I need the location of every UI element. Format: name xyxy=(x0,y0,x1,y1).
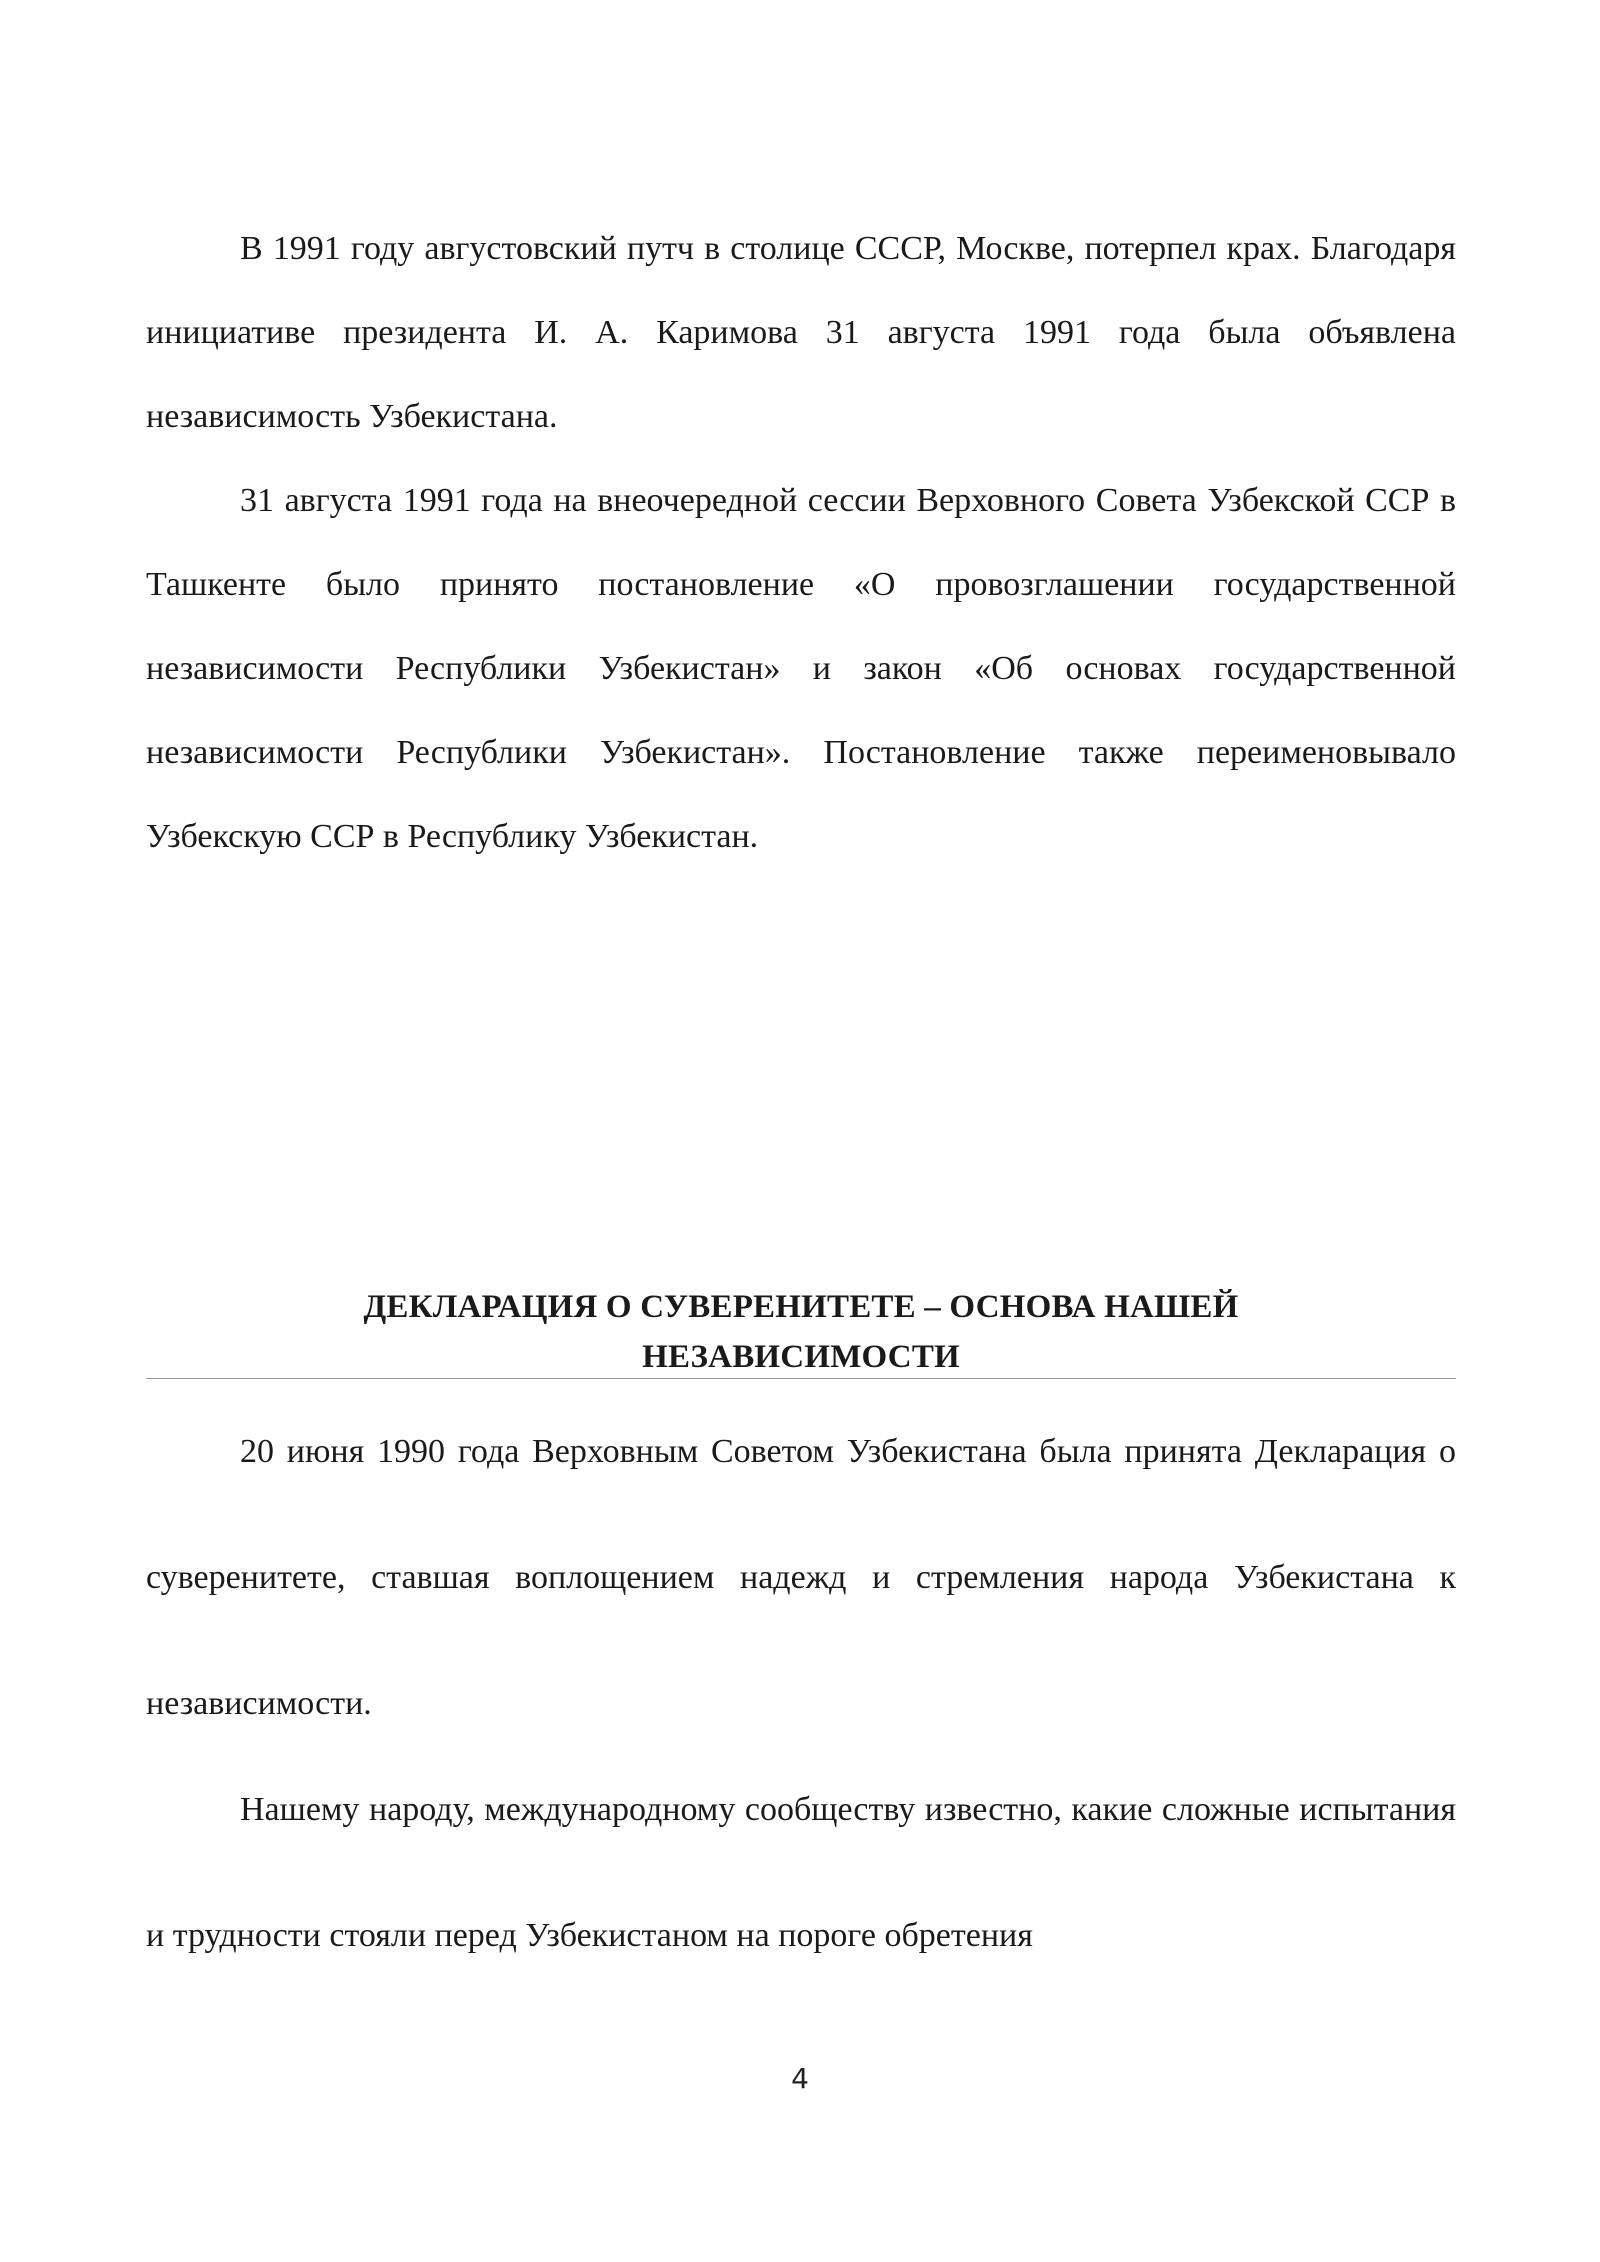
paragraph-sovereignty-declaration: 20 июня 1990 года Верховным Советом Узбекистана была принята Декларация о суверенитете, ставшая воплощением надежд и стремления народа Узбекистана к независимости. xyxy=(146,1433,1456,1722)
page-number: 4 xyxy=(791,2062,809,2095)
section-heading xyxy=(146,1282,1456,1382)
section-heading-line-1: ДЕКЛАРАЦИЯ О СУВЕРЕНИТЕТЕ – ОСНОВА НАШЕЙ xyxy=(363,1289,1239,1325)
top-text-block xyxy=(146,207,1456,879)
heading-divider xyxy=(146,1378,1456,1379)
paragraph-trials-and-difficulties: Нашему народу, международному сообществу известно, какие сложные испытания и трудности стояли перед Узбекистаном на пороге обретения xyxy=(146,1791,1456,1954)
section-heading-line-2: НЕЗАВИСИМОСТИ xyxy=(642,1339,960,1375)
paragraph-supreme-council-session: 31 августа 1991 года на внеочередной сессии Верховного Совета Узбекской ССР в Ташкенте было принято постановление «О провозглашении государственной независимости Республики Узбекистан» и закон «Об основах государственной независимости Республики Узбекистан». Постановление также переименовывало Узбекскую ССР в Республику Узбекистан. xyxy=(146,482,1456,855)
paragraph-independence-declared: В 1991 году августовский путч в столице СССР, Москве, потерпел крах. Благодаря инициативе президента И. А. Каримова 31 августа 1991 года была объявлена независимость Узбекистана. xyxy=(146,230,1456,435)
bottom-text-block xyxy=(146,1389,1456,1999)
